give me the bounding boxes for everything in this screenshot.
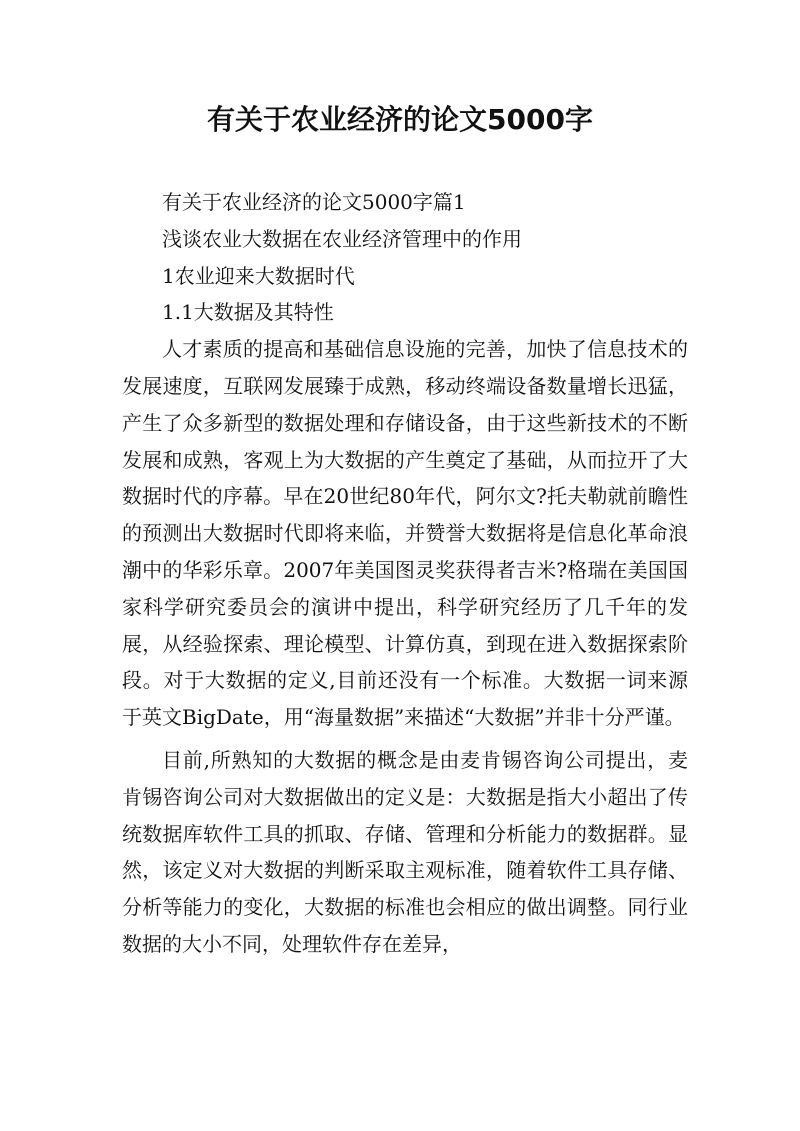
section-heading-article: 有关于农业经济的论文5000字篇1 — [162, 190, 466, 214]
body-paragraph: 目前,所熟知的大数据的概念是由麦肯锡咨询公司提出，麦肯锡咨询公司对大数据做出的定义是：大数据是指大小超出了传统数据库软件工具的抓取、存储、管理和分析能力的数据群。显然，该定义对大数据的判断采取主观标准，随着软件工具存储、分析等能力的变化，大数据的标准也会相应的做出调整。同行业数据的大小不同，处理软件存在差异， — [122, 747, 688, 956]
section-heading-chapter: 1农业迎来大数据时代 — [162, 263, 355, 288]
section-heading-subchapter: 1.1大数据及其特性 — [162, 300, 334, 325]
body-paragraph: 人才素质的提高和基础信息设施的完善，加快了信息技术的发展速度，互联网发展臻于成熟，移动终端设备数量增长迅猛，产生了众多新型的数据处理和存储设备，由于这些新技术的不断发展和成熟，客观上为大数据的产生奠定了基础，从而拉开了大数据时代的序幕。早在20世纪80年代，阿尔文?托夫勒就前瞻性的预测出大数据时代即将来临，并赞誉大数据将是信息化革命浪潮中的华彩乐章。2007年美国图灵奖获得者吉米?格瑞在美国国家科学研究委员会的演讲中提出，科学研究经历了几千年的发展，从经验探索、理论模型、计算仿真，到现在进入数据探索阶段。对于大数据的定义,目前还没有一个标准。大数据一词来源于英文BigDate，用“海量数据”来描述“大数据”并非十分严谨。 — [122, 337, 688, 730]
document-title: 有关于农业经济的论文5000字 — [207, 103, 593, 136]
section-heading-topic: 浅谈农业大数据在农业经济管理中的作用 — [162, 226, 522, 251]
document-body — [122, 184, 688, 963]
